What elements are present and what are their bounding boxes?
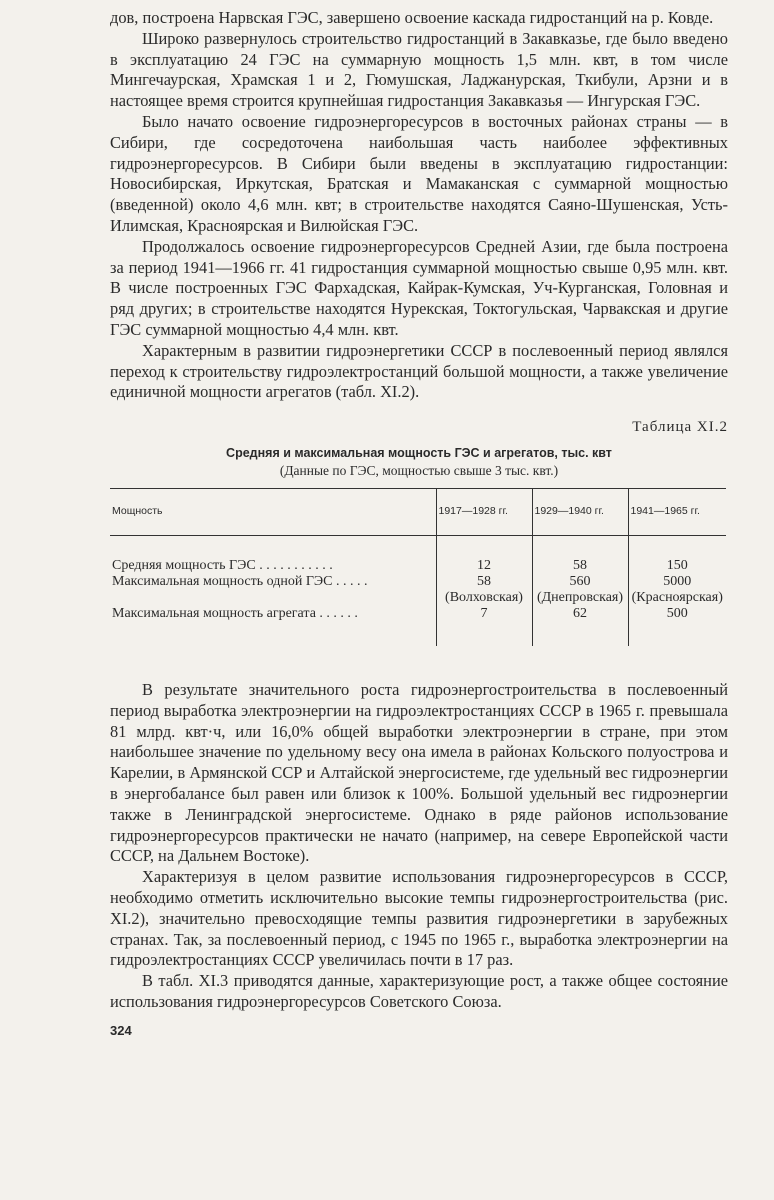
table-cell: 5000 (Красноярская) [628,574,726,606]
table-header-cell: Мощность [110,488,436,535]
table-subtitle: (Данные по ГЭС, мощностью свыше 3 тыс. квт.) [279,462,559,478]
table-cell: 58 [532,535,628,574]
paragraph: дов, построена Нарвская ГЭС, завершено освоение каскада гидростанций на р. Ковде. [110,8,714,27]
paragraph: В результате значительного роста гидроэнергостроительства в послевоенный период выработка электроэнергии на гидроэлектростанциях СССР в 1965 г. превышала 81 млрд. квт·ч, или 16,0% общей выработки электроэнергии в стране, при этом наибольшее значение по удельному весу она имела в районах Кольского полуострова и Карелии, в Армянской ССР и Алтайской энергосистеме, где удельный вес гидроэнергии в энергобалансе был равен или близок к 100%. Большой удельный вес гидроэнергии также в Ленинградской энергосистеме. Однако в ряде районов использование гидроэнергоресурсов практически не начато (например, на севере Европейской части СССР, на Дальнем Востоке). [110,679,728,866]
table-cell: 7 [436,606,532,646]
table-cell: 150 [628,535,726,574]
spacer [110,646,728,680]
table-row-label: Максимальная мощность одной ГЭС . . . . . [112,573,368,589]
paragraph: Продолжалось освоение гидроэнергоресурсов Средней Азии, где была построена за период 1941—1966 гг. 41 гидростанция суммарной мощностью свыше 0,95 млн. квт. В числе построенных ГЭС Фархадская, Кайрак-Кумская, Уч-Курганская, Головная и ряд других; в строительстве находятся Нурекская, Токтогульская, Чарвакская и другие ГЭС суммарной мощностью 4,4 млн. квт. [110,236,728,339]
table-cell: 560 (Днепровская) [532,574,628,606]
page-number: 324 [110,1022,132,1038]
table-row-label: Максимальная мощность агрегата . . . . . . [112,605,358,621]
table-caption: Таблица XI.2 [632,419,728,436]
table-cell: 12 [436,535,532,574]
table-row [110,535,726,574]
paragraph: Широко развернулось строительство гидростанций в Закавказье, где было введено в эксплуатацию 24 ГЭС на суммарную мощность 1,5 млн. квт, в том числе Мингечаурская, Храмская 1 и 2, Гюмушская, Ладжанурская, Ткибули, Арзни и в настоящее время строится крупнейшая гидростанция Закавказья — Ингурская ГЭС. [110,28,728,111]
table-header-cell: 1929—1940 гг. [532,488,628,535]
table-row-label: Средняя мощность ГЭС . . . . . . . . . . . [112,557,333,573]
paragraph: Было начато освоение гидроэнергоресурсов в восточных районах страны — в Сибири, где сосредоточена наибольшая часть наиболее эффективных гидроэнергоресурсов. В Сибири были введены в эксплуатацию гидростанции: Новосибирская, Иркутская, Братская и Мамаканская с суммарной мощностью (введенной) около 4,6 млн. квт; в строительстве находятся Саяно-Шушенская, Усть-Илимская, Красноярская и Вилюйская ГЭС. [110,111,728,235]
table-row [110,574,726,606]
table-header-row [110,488,726,535]
table-header-cell: 1917—1928 гг. [436,488,532,535]
table-cell: 500 [628,606,726,646]
data-table [110,488,726,646]
table-title: Средняя и максимальная мощность ГЭС и агрегатов, тыс. квт [226,445,612,460]
paragraph: Характеризуя в целом развитие использования гидроэнергоресурсов в СССР, необходимо отметить исключительно высокие темпы гидроэнергостроительства (рис. XI.2), значительно превосходящие темпы развития гидроэнергетики в зарубежных странах. Так, за послевоенный период, с 1945 по 1965 г., выработка электроэнергии на гидроэлектростанциях СССР увеличилась почти в 17 раз. [110,867,728,970]
table-row [110,606,726,646]
paragraph: В табл. XI.3 приводятся данные, характеризующие рост, а также общее состояние использования гидроэнергоресурсов Советского Союза. [110,971,728,1011]
table-cell: 62 [532,606,628,646]
table-cell: 58 (Волховская) [436,574,532,606]
paragraph: Характерным в развитии гидроэнергетики СССР в послевоенный период являлся переход к строительству гидроэлектростанций большой мощности, а также увеличение единичной мощности агрегатов (табл. XI.2). [110,340,728,402]
document-page [110,8,728,1041]
table-header-cell: 1941—1965 гг. [628,488,726,535]
